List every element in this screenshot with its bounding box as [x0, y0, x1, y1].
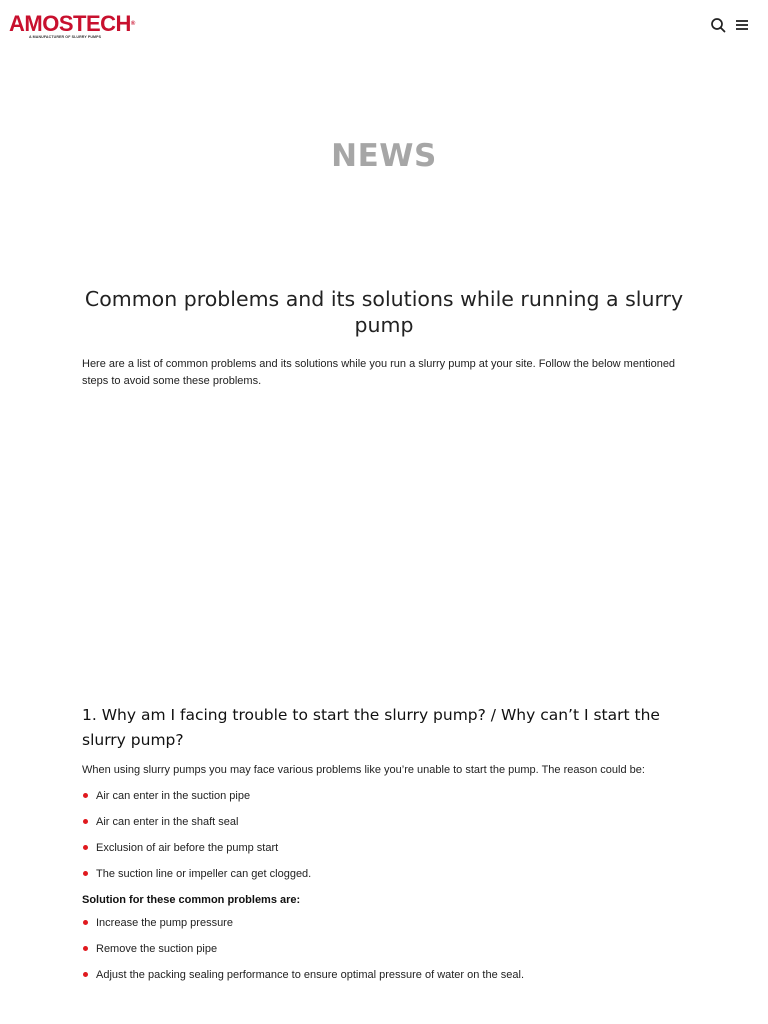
- list-item: Air can enter in the shaft seal: [82, 809, 688, 835]
- bullet-icon: [83, 819, 88, 824]
- bullet-icon: [83, 946, 88, 951]
- site-header: [0, 0, 768, 50]
- list-item: The suction line or impeller can get clogged.: [82, 861, 688, 887]
- list-item: Increase the pump pressure: [82, 910, 688, 936]
- list-item: Air can enter in the suction pipe: [82, 783, 688, 809]
- bullet-icon: [83, 871, 88, 876]
- solutions-heading: Solution for these common problems are:: [82, 894, 301, 906]
- bullet-icon: [83, 920, 88, 925]
- question-heading: 1. Why am I facing trouble to start the slurry pump? / Why can’t I start the slurry pump?: [82, 706, 660, 749]
- list-item: Remove the suction pipe: [82, 936, 688, 962]
- solutions-list: [82, 910, 688, 988]
- logo-wordmark: AMOSTECH®: [9, 11, 135, 36]
- bullet-icon: [83, 793, 88, 798]
- question-text: When using slurry pumps you may face various problems like you’re unable to start the pump. The reason could be:: [82, 764, 645, 776]
- problems-list: [82, 783, 688, 887]
- list-item: Exclusion of air before the pump start: [82, 835, 688, 861]
- bullet-icon: [83, 972, 88, 977]
- article-header: [82, 286, 686, 390]
- question-section-1: [82, 703, 688, 988]
- bullet-icon: [83, 845, 88, 850]
- list-item: Adjust the packing sealing performance to ensure optimal pressure of water on the seal.: [82, 962, 688, 988]
- logo-tagline: A MANUFACTURER OF SLURRY PUMPS: [29, 35, 102, 39]
- page-title: NEWS: [331, 138, 437, 174]
- amostech-logo[interactable]: [9, 11, 135, 41]
- article-intro: Here are a list of common problems and its solutions while you run a slurry pump at your site. Follow the below mentioned steps to avoid some these problems.: [82, 358, 676, 387]
- article-title: Common problems and its solutions while running a slurry pump: [84, 287, 684, 337]
- hamburger-menu-icon[interactable]: [734, 17, 750, 33]
- search-icon[interactable]: [710, 17, 726, 33]
